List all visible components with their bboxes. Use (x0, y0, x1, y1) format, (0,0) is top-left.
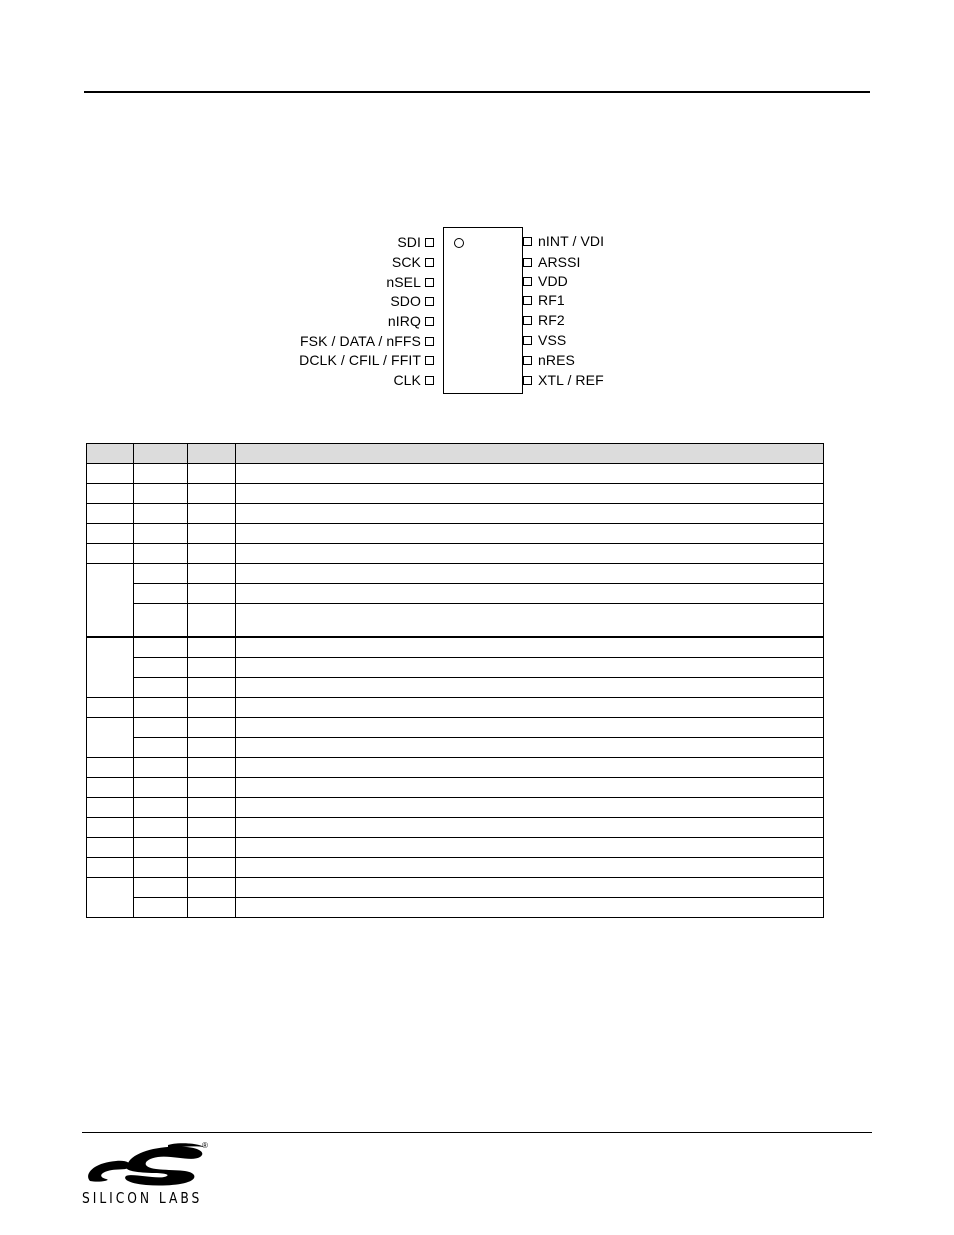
pin-pad-icon (425, 278, 434, 287)
pin-left-1 (397, 232, 434, 252)
pin-pad-icon (523, 316, 532, 325)
pin-pad-icon (425, 337, 434, 346)
table-row (87, 564, 824, 584)
table-header-row (87, 444, 824, 464)
pin-label: SCK (391, 254, 421, 270)
table-row (87, 584, 824, 604)
pin-left-8 (393, 370, 434, 390)
table-row (87, 738, 824, 758)
pin-label: SDI (397, 234, 421, 250)
table-row (87, 858, 824, 878)
pin-pad-icon (523, 296, 532, 305)
pin-right-16 (523, 231, 604, 251)
pin-label: nINT / VDI (538, 233, 605, 249)
table-row (87, 504, 824, 524)
pin-label: nIRQ (387, 313, 421, 329)
pin-definition-table (86, 443, 824, 918)
pin-left-6 (300, 331, 434, 351)
table-row (87, 758, 824, 778)
pin-label: XTL / REF (538, 372, 604, 388)
table-row (87, 524, 824, 544)
pin-pad-icon (523, 277, 532, 286)
pin-pad-icon (425, 376, 434, 385)
table-row (87, 678, 824, 698)
pin-left-5 (388, 311, 434, 331)
pin-label: VDD (538, 273, 568, 289)
pin-pad-icon (425, 238, 434, 247)
header-rule (84, 91, 870, 93)
table-row (87, 878, 824, 898)
table-row (87, 778, 824, 798)
pin-label: FSK / DATA / nFFS (300, 333, 421, 349)
pin-left-2 (392, 252, 434, 272)
header-cell (188, 444, 236, 464)
pin-label: RF2 (538, 312, 565, 328)
pin-right-12 (523, 310, 565, 330)
table-row (87, 698, 824, 718)
pin-pad-icon (523, 356, 532, 365)
pin-label: ARSSI (538, 254, 581, 270)
table-row (87, 464, 824, 484)
pin-right-11 (523, 330, 566, 350)
logo-wordmark: SILICON LABS (82, 1189, 203, 1207)
pin-pad-icon (425, 317, 434, 326)
pin-right-9 (523, 370, 604, 390)
header-cell (87, 444, 134, 464)
table-row (87, 838, 824, 858)
pin-right-14 (523, 271, 568, 291)
table-row (87, 484, 824, 504)
pin-pad-icon (523, 376, 532, 385)
table-row (87, 798, 824, 818)
table-row (87, 898, 824, 918)
pin-pad-icon (425, 356, 434, 365)
chip-package (443, 227, 523, 394)
table-row (87, 818, 824, 838)
pin-pad-icon (523, 336, 532, 345)
header-cell (134, 444, 188, 464)
header-cell (236, 444, 824, 464)
pin-pad-icon (425, 297, 434, 306)
table-row (87, 637, 824, 658)
silicon-labs-logo (82, 1143, 214, 1209)
pin-label: VSS (538, 332, 567, 348)
pin-label: nRES (538, 352, 575, 368)
pin-label: SDO (390, 293, 421, 309)
pin-label: CLK (393, 372, 421, 388)
table-row (87, 658, 824, 678)
table-row (87, 544, 824, 564)
pin-pad-icon (425, 258, 434, 267)
table-row (87, 604, 824, 638)
pin-right-13 (523, 290, 565, 310)
pinout-diagram (280, 225, 640, 400)
pin-label: nSEL (386, 274, 421, 290)
pin-right-10 (523, 350, 575, 370)
pin-pad-icon (523, 258, 532, 267)
pin1-marker-icon (454, 238, 464, 248)
pin-pad-icon (523, 237, 532, 246)
footer-rule (82, 1132, 872, 1133)
pin-label: DCLK / CFIL / FFIT (299, 352, 421, 368)
pin-left-3 (386, 272, 434, 292)
pin-left-7 (299, 350, 434, 370)
logo-mark-icon (82, 1143, 214, 1189)
table-row (87, 718, 824, 738)
registered-mark: ® (202, 1141, 208, 1150)
pin-right-15 (523, 252, 581, 272)
pin-left-4 (390, 291, 434, 311)
pin-label: RF1 (538, 292, 565, 308)
